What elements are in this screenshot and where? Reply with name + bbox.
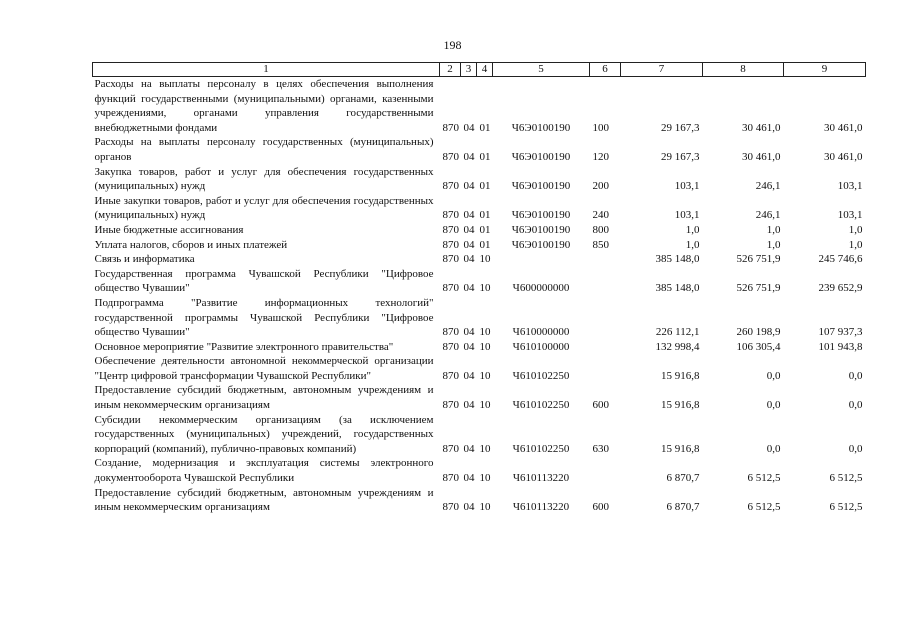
table-header-row [93,63,866,77]
column-header: 4 [477,63,493,77]
table-row [93,135,866,164]
amount-year-3: 1,0 [848,223,863,236]
subsection-code: 01 [479,223,491,236]
row-name: Иные бюджетные ассигнования [94,223,244,236]
budget-table [92,62,866,515]
section-code: 04 [463,399,475,412]
subsection-code: 10 [479,442,491,455]
section-code: 04 [463,326,475,339]
subsection-code: 01 [479,150,491,163]
table-row [93,383,866,412]
amount-year-2: 106 305,4 [736,340,781,353]
amount-year-2: 6 512,5 [747,501,781,514]
amount-year-2: 246,1 [755,180,781,193]
row-name: Обеспечение деятельности автономной некоммерческой организации "Центр цифровой трансформации Чувашской Республики" [94,355,434,382]
subsection-code: 01 [479,209,491,222]
ministry-code: 870 [442,209,459,222]
column-header: 7 [621,63,703,77]
expense-type-code [590,354,621,383]
subsection-code: 10 [479,326,491,339]
target-article-code: Ч6Э0100190 [511,238,571,251]
column-header: 2 [440,63,461,77]
ministry-code: 870 [442,253,459,266]
expense-type-code: 600 [592,399,609,412]
expense-type-code: 100 [592,121,609,134]
ministry-code: 870 [442,223,459,236]
row-name: Предоставление субсидий бюджетным, автономным учреждениям и иным некоммерческим организациям [94,486,434,514]
row-name: Иные закупки товаров, работ и услуг для обеспечения государственных (муниципальных) нужд [94,194,434,222]
subsection-code: 10 [479,340,491,353]
expense-type-code: 630 [592,442,609,455]
amount-year-2: 526 751,9 [736,253,781,266]
ministry-code: 870 [442,326,459,339]
amount-year-1: 6 870,7 [666,501,700,514]
amount-year-1: 103,1 [674,180,700,193]
section-code: 04 [463,150,475,163]
amount-year-2: 1,0 [766,238,781,251]
subsection-code: 10 [479,369,491,382]
amount-year-3: 0,0 [848,399,863,412]
subsection-code: 01 [479,180,491,193]
target-article-code: Ч610100000 [512,340,570,353]
amount-year-1: 15 916,8 [661,369,700,382]
column-header: 1 [93,63,440,77]
column-header: 6 [590,63,621,77]
ministry-code: 870 [442,472,459,485]
target-article-code: Ч610113220 [512,472,570,485]
table-row [93,238,866,253]
subsection-code: 10 [479,282,491,295]
table-row [93,252,866,267]
subsection-code: 10 [479,399,491,412]
target-article-code: Ч600000000 [512,282,570,295]
row-name: Создание, модернизация и эксплуатация системы электронного документооборота Чувашской Республики [94,457,434,485]
section-code: 04 [463,442,475,455]
amount-year-1: 29 167,3 [661,150,700,163]
expense-type-code [590,456,621,485]
table-row [93,456,866,485]
amount-year-1: 6 870,7 [666,472,700,485]
row-name: Субсидии некоммерческим организациям (за исключением государственных (муниципальных) учреждений, государственных корпораций (компаний), публично-правовых компаний) [94,413,434,455]
amount-year-1: 132 998,4 [655,340,700,353]
target-article-code: Ч6Э0100190 [511,223,571,236]
amount-year-3: 30 461,0 [824,121,863,134]
table-row [93,267,866,296]
amount-year-3: 245 746,6 [818,253,863,266]
amount-year-2: 0,0 [766,399,781,412]
row-name: Уплата налогов, сборов и иных платежей [94,238,288,251]
amount-year-3: 103,1 [837,180,863,193]
amount-year-1: 385 148,0 [655,282,700,295]
expense-type-code: 850 [592,238,609,251]
amount-year-2: 260 198,9 [736,326,781,339]
target-article-code: Ч610102250 [512,369,570,382]
target-article-code: Ч6Э0100190 [511,150,571,163]
ministry-code: 870 [442,340,459,353]
amount-year-3: 107 937,3 [818,326,863,339]
target-article-code [493,252,590,267]
section-code: 04 [463,180,475,193]
target-article-code: Ч610102250 [512,442,570,455]
table-row [93,296,866,340]
table-row [93,340,866,355]
target-article-code: Ч6Э0100190 [511,180,571,193]
ministry-code: 870 [442,180,459,193]
amount-year-3: 30 461,0 [824,150,863,163]
ministry-code: 870 [442,442,459,455]
amount-year-3: 101 943,8 [818,340,863,353]
expense-type-code [590,340,621,355]
section-code: 04 [463,209,475,222]
amount-year-1: 29 167,3 [661,121,700,134]
ministry-code: 870 [442,238,459,251]
amount-year-3: 0,0 [848,442,863,455]
subsection-code: 01 [479,121,491,134]
row-name: Закупка товаров, работ и услуг для обеспечения государственных (муниципальных) нужд [94,165,434,193]
amount-year-3: 0,0 [848,369,863,382]
amount-year-1: 226 112,1 [655,326,700,339]
table-row [93,486,866,515]
table-row [93,194,866,223]
amount-year-1: 103,1 [674,209,700,222]
section-code: 04 [463,253,475,266]
expense-type-code: 200 [592,180,609,193]
subsection-code: 10 [479,253,491,266]
row-name: Подпрограмма "Развитие информационных технологий" государственной программы Чувашской Республики "Цифровое общество Чувашии" [94,296,434,339]
amount-year-1: 1,0 [685,238,700,251]
target-article-code: Ч610102250 [512,399,570,412]
column-header: 9 [784,63,866,77]
table-row [93,77,866,136]
amount-year-2: 246,1 [755,209,781,222]
expense-type-code [590,267,621,296]
ministry-code: 870 [442,399,459,412]
column-header: 3 [461,63,477,77]
table-row [93,354,866,383]
amount-year-1: 385 148,0 [655,253,700,266]
subsection-code: 10 [479,472,491,485]
expense-type-code [590,296,621,340]
amount-year-3: 6 512,5 [829,501,863,514]
column-header: 8 [703,63,784,77]
table-row [93,165,866,194]
target-article-code: Ч6Э0100190 [511,209,571,222]
table-row [93,223,866,238]
amount-year-3: 1,0 [848,238,863,251]
amount-year-2: 30 461,0 [742,150,781,163]
amount-year-2: 0,0 [766,369,781,382]
row-name: Государственная программа Чувашской Республики "Цифровое общество Чувашии" [94,267,434,295]
row-name: Предоставление субсидий бюджетным, автономным учреждениям и иным некоммерческим организациям [94,384,434,412]
page-number: 198 [443,38,462,52]
amount-year-2: 30 461,0 [742,121,781,134]
section-code: 04 [463,369,475,382]
amount-year-3: 6 512,5 [829,472,863,485]
expense-type-code: 240 [592,209,609,222]
amount-year-2: 6 512,5 [747,472,781,485]
expense-type-code: 800 [592,223,609,236]
amount-year-2: 0,0 [766,442,781,455]
row-name: Основное мероприятие "Развитие электронного правительства" [94,340,394,353]
row-name: Расходы на выплаты персоналу в целях обеспечения выполнения функций государственными (муниципальными) органами, казенными учреждениями, органами управления государственными внебюджетными фондами [94,78,434,134]
amount-year-1: 15 916,8 [661,442,700,455]
amount-year-3: 103,1 [837,209,863,222]
section-code: 04 [463,340,475,353]
ministry-code: 870 [442,282,459,295]
ministry-code: 870 [442,501,459,514]
row-name: Связь и информатика [94,253,195,266]
subsection-code: 01 [479,238,491,251]
expense-type-code [590,252,621,267]
section-code: 04 [463,472,475,485]
table-row [93,413,866,457]
target-article-code: Ч610000000 [512,326,570,339]
target-article-code: Ч6Э0100190 [511,121,571,134]
ministry-code: 870 [442,121,459,134]
expense-type-code: 120 [592,150,609,163]
section-code: 04 [463,121,475,134]
ministry-code: 870 [442,369,459,382]
amount-year-1: 15 916,8 [661,399,700,412]
section-code: 04 [463,501,475,514]
section-code: 04 [463,238,475,251]
section-code: 04 [463,282,475,295]
target-article-code: Ч610113220 [512,501,570,514]
subsection-code: 10 [479,501,491,514]
row-name: Расходы на выплаты персоналу государственных (муниципальных) органов [94,136,434,163]
amount-year-2: 1,0 [766,223,781,236]
ministry-code: 870 [442,150,459,163]
amount-year-1: 1,0 [685,223,700,236]
column-header: 5 [493,63,590,77]
section-code: 04 [463,223,475,236]
amount-year-2: 526 751,9 [736,282,781,295]
amount-year-3: 239 652,9 [818,282,863,295]
expense-type-code: 600 [592,501,609,514]
